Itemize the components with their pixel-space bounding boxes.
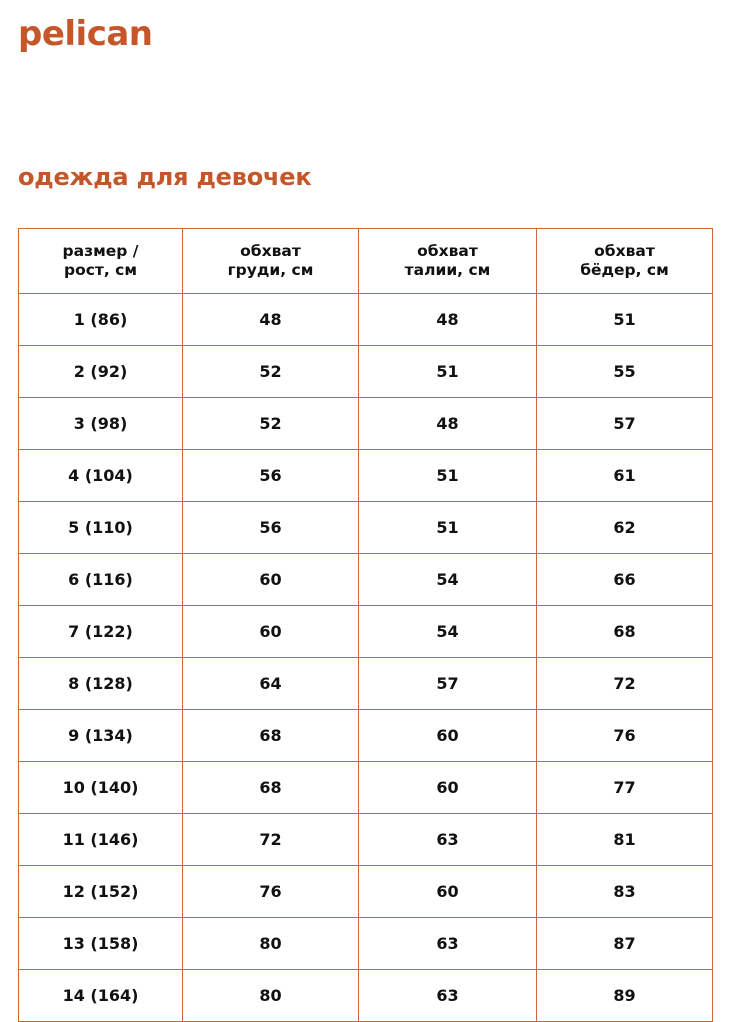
cell-chest: 68 [183,762,359,814]
cell-waist: 51 [359,450,537,502]
cell-size: 2 (92) [19,346,183,398]
cell-chest: 48 [183,294,359,346]
table-body [19,294,713,1022]
cell-size: 3 (98) [19,398,183,450]
cell-hips: 51 [537,294,713,346]
cell-hips: 83 [537,866,713,918]
table-row [19,866,713,918]
column-header-hips-line1: обхват [594,242,655,260]
table-row [19,658,713,710]
cell-waist: 54 [359,606,537,658]
cell-waist: 63 [359,970,537,1022]
cell-size: 9 (134) [19,710,183,762]
column-header-size-line1: размер / [62,242,139,260]
cell-hips: 57 [537,398,713,450]
table-row [19,450,713,502]
cell-waist: 48 [359,398,537,450]
cell-hips: 55 [537,346,713,398]
cell-size: 1 (86) [19,294,183,346]
table-row [19,346,713,398]
cell-size: 4 (104) [19,450,183,502]
cell-waist: 54 [359,554,537,606]
cell-hips: 72 [537,658,713,710]
cell-hips: 81 [537,814,713,866]
cell-waist: 60 [359,710,537,762]
cell-chest: 56 [183,502,359,554]
cell-chest: 52 [183,398,359,450]
column-header-chest-line1: обхват [240,242,301,260]
column-header-hips [537,229,713,294]
cell-chest: 80 [183,918,359,970]
cell-chest: 76 [183,866,359,918]
column-header-waist-line1: обхват [417,242,478,260]
cell-waist: 57 [359,658,537,710]
cell-hips: 66 [537,554,713,606]
brand-logo: pelican [18,14,153,54]
table-row [19,814,713,866]
cell-waist: 60 [359,866,537,918]
cell-size: 8 (128) [19,658,183,710]
column-header-waist-line2: талии, см [404,261,491,279]
cell-size: 6 (116) [19,554,183,606]
table-header [19,229,713,294]
table-row [19,970,713,1022]
column-header-size-line2: рост, см [63,261,138,279]
cell-chest: 80 [183,970,359,1022]
cell-waist: 51 [359,346,537,398]
cell-waist: 60 [359,762,537,814]
cell-hips: 76 [537,710,713,762]
cell-waist: 63 [359,814,537,866]
table-row [19,762,713,814]
cell-size: 5 (110) [19,502,183,554]
column-header-waist [359,229,537,294]
cell-waist: 48 [359,294,537,346]
cell-hips: 61 [537,450,713,502]
cell-chest: 72 [183,814,359,866]
size-table [18,228,713,1022]
table-row [19,502,713,554]
column-header-chest-line2: груди, см [227,261,314,279]
cell-chest: 56 [183,450,359,502]
table-row [19,710,713,762]
column-header-hips-line2: бёдер, см [580,261,669,279]
page-title: одежда для девочек [18,163,312,191]
cell-chest: 64 [183,658,359,710]
cell-hips: 89 [537,970,713,1022]
cell-hips: 77 [537,762,713,814]
cell-hips: 62 [537,502,713,554]
cell-chest: 60 [183,554,359,606]
cell-waist: 51 [359,502,537,554]
cell-size: 13 (158) [19,918,183,970]
table-row [19,606,713,658]
table-row [19,294,713,346]
cell-chest: 68 [183,710,359,762]
table-row [19,918,713,970]
cell-size: 10 (140) [19,762,183,814]
cell-hips: 87 [537,918,713,970]
table-header-row [19,229,713,294]
column-header-chest [183,229,359,294]
cell-size: 7 (122) [19,606,183,658]
cell-chest: 52 [183,346,359,398]
table-row [19,398,713,450]
cell-size: 12 (152) [19,866,183,918]
cell-chest: 60 [183,606,359,658]
cell-size: 14 (164) [19,970,183,1022]
column-header-size [19,229,183,294]
cell-waist: 63 [359,918,537,970]
table-row [19,554,713,606]
cell-size: 11 (146) [19,814,183,866]
cell-hips: 68 [537,606,713,658]
